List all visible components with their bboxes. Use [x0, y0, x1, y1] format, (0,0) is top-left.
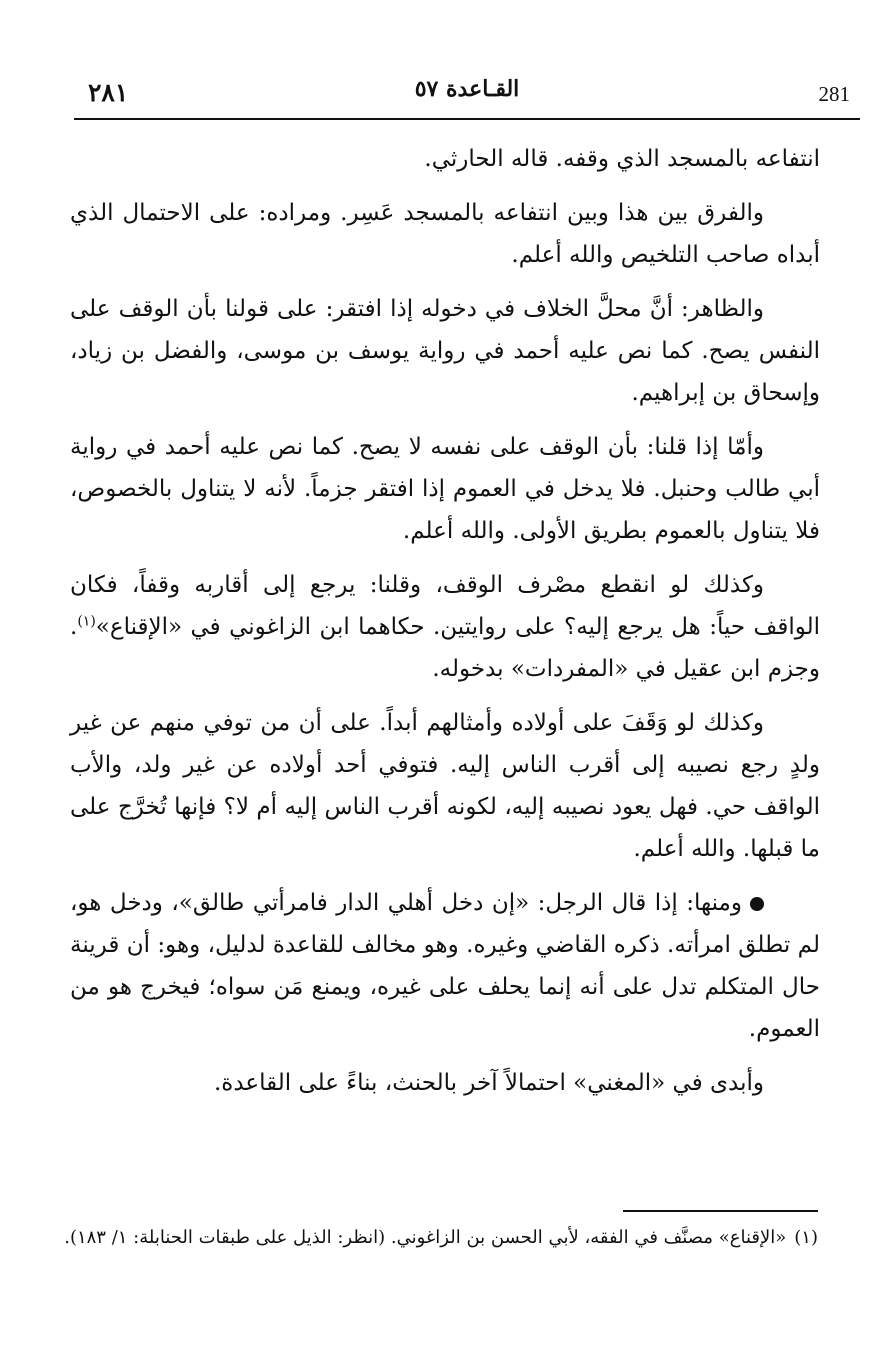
- latin-page-number: 281: [818, 82, 850, 106]
- running-title: القـاعدة ٥٧: [414, 76, 520, 102]
- paragraph-3: والظاهر: أنَّ محلَّ الخلاف في دخوله إذا افتقر: على قولنا بأن الوقف على النفس يصح. كما نص عليه أحمد في رواية يوسف بن موسى، والفضل بن زياد، وإسحاق بن إبراهيم.: [70, 296, 820, 406]
- paragraph-6: وكذلك لو وَقَفَ على أولاده وأمثالهم أبداً. على أن من توفي منهم عن غير ولدٍ رجع نصيبه إلى أقرب الناس إليه. فتوفي أحد أولاده عن غير ولد، والأب الواقف حي. فهل يعود نصيبه إليه، لكونه أقرب الناس إليه أم لا؟ فإنها تُخرَّج على ما قبلها. والله أعلم.: [70, 710, 820, 862]
- page-header: [74, 70, 860, 120]
- paragraph-2: والفرق بين هذا وبين انتفاعه بالمسجد عَسِر. ومراده: على الاحتمال الذي أبداه صاحب التلخيص والله أعلم.: [70, 200, 820, 268]
- footnote-divider: [623, 1210, 818, 1212]
- paragraph-8: وأبدى في «المغني» احتمالاً آخر بالحنث، بناءً على القاعدة.: [213, 1070, 764, 1096]
- footnote: [56, 1222, 818, 1254]
- footnote-reference: (١): [77, 613, 96, 630]
- header-divider: [74, 118, 860, 120]
- bullet-icon: [750, 897, 764, 911]
- footnote-text: «الإقناع» مصنَّف في الفقه، لأبي الحسن بن الزاغوني. (انظر: الذيل على طبقات الحنابلة: ١/ ١٨٣).: [64, 1227, 787, 1248]
- footnote-number: (١): [794, 1227, 818, 1248]
- paragraph-1: انتفاعه بالمسجد الذي وقفه. قاله الحارثي.: [424, 146, 820, 172]
- paragraph-5: وكذلك لو انقطع مصْرف الوقف، وقلنا: يرجع إلى أقاربه وقفاً، فكان الواقف حياً: هل يرجع إليه؟ على روايتين. حكاهما ابن الزاغوني في «الإقناع»$^{(١)}$. وجزم ابن عقيل في «المفردات» بدخوله.: [70, 572, 820, 682]
- arabic-page-number: ٢٨١: [88, 78, 129, 107]
- paragraph-4: وأمّا إذا قلنا: بأن الوقف على نفسه لا يصح. كما نص عليه أحمد في رواية أبي طالب وحنبل. فلا يدخل في العموم إذا افتقر جزماً. لأنه لا يتناول بالخصوص، فلا يتناول بالعموم بطريق الأولى. والله أعلم.: [70, 434, 820, 544]
- main-text: [70, 138, 820, 1116]
- paragraph-7: ومنها: إذا قال الرجل: «إن دخل أهلي الدار فامرأتي طالق»، ودخل هو، لم تطلق امرأته. ذكره القاضي وغيره. وهو مخالف للقاعدة لدليل، وهو: أن قرينة حال المتكلم تدل على أنه إنما يحلف على غيره، ويمنع مَن سواه؛ فيخرج هو من العموم.: [70, 890, 820, 1042]
